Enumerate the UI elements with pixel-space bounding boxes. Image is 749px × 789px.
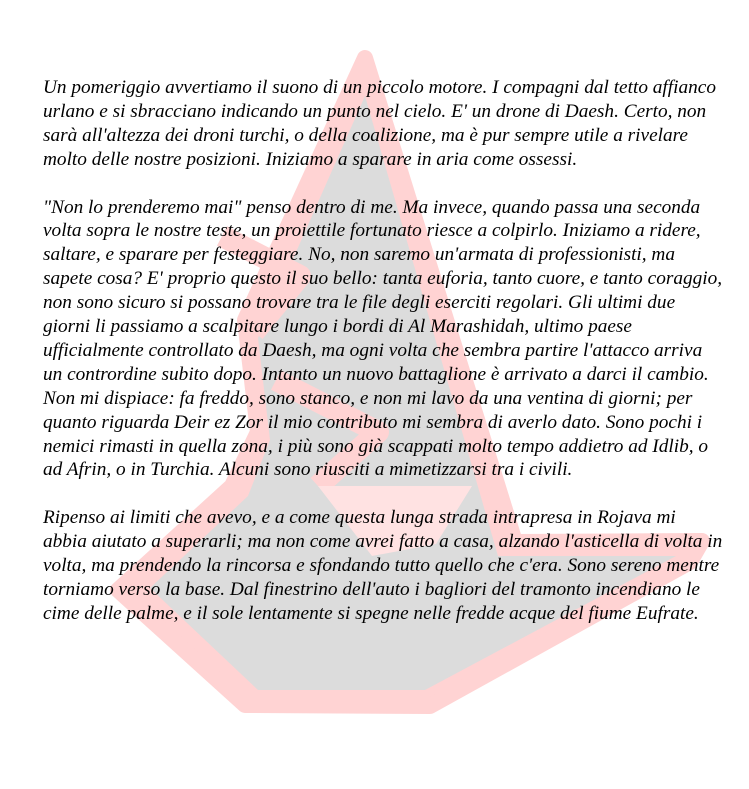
document-body	[43, 76, 723, 650]
paragraph: Ripenso ai limiti che avevo, e a come questa lunga strada intrapresa in Rojava mi abbia aiutato a superarli; ma non come avrei fatto a casa, alzando l'asticella di volta in volta, ma prendendo la rincorsa e sfondando tutto quello che c'era. Sono sereno mentre torniamo verso la base. Dal finestrino dell'auto i bagliori del tramonto incendiano le cime delle palme, e il sole lentamente si spegne nelle fredde acque del fiume Eufrate.	[43, 507, 723, 624]
paragraph: "Non lo prenderemo mai" penso dentro di me. Ma invece, quando passa una seconda volta sopra le nostre teste, un proiettile fortunato riesce a colpirlo. Iniziamo a ridere, saltare, e sparare per festeggiare. No, non saremo un'armata di professionisti, ma sapete cosa? E' proprio questo il suo bello: tanta euforia, tanto cuore, e tanto coraggio, non sono sicuro si possano trovare tra le file degli eserciti regolari. Gli ultimi due giorni li passiamo a scalpitare lungo i bordi di Al Marashidah, ultimo paese ufficialmente controllato da Daesh, ma ogni volta che sembra partire l'attacco arriva un contrordine subito dopo. Intanto un nuovo battaglione è arrivato a darci il cambio. Non mi dispiace: fa freddo, sono stanco, e non mi lavo da una ventina di giorni; per quanto riguarda Deir ez Zor il mio contributo mi sembra di averlo dato. Sono pochi i nemici rimasti in quella zona, i più sono già scappati molto tempo addietro ad Idlib, o ad Afrin, o in Turchia. Alcuni sono riusciti a mimetizzarsi tra i civili.	[43, 196, 723, 481]
paragraph: Un pomeriggio avvertiamo il suono di un piccolo motore. I compagni dal tetto affianco urlano e si sbracciano indicando un punto nel cielo. E' un drone di Daesh. Certo, non sarà all'altezza dei droni turchi, o della coalizione, ma è pur sempre utile a rivelare molto delle nostre posizioni. Iniziamo a sparare in aria come ossessi.	[43, 77, 716, 170]
